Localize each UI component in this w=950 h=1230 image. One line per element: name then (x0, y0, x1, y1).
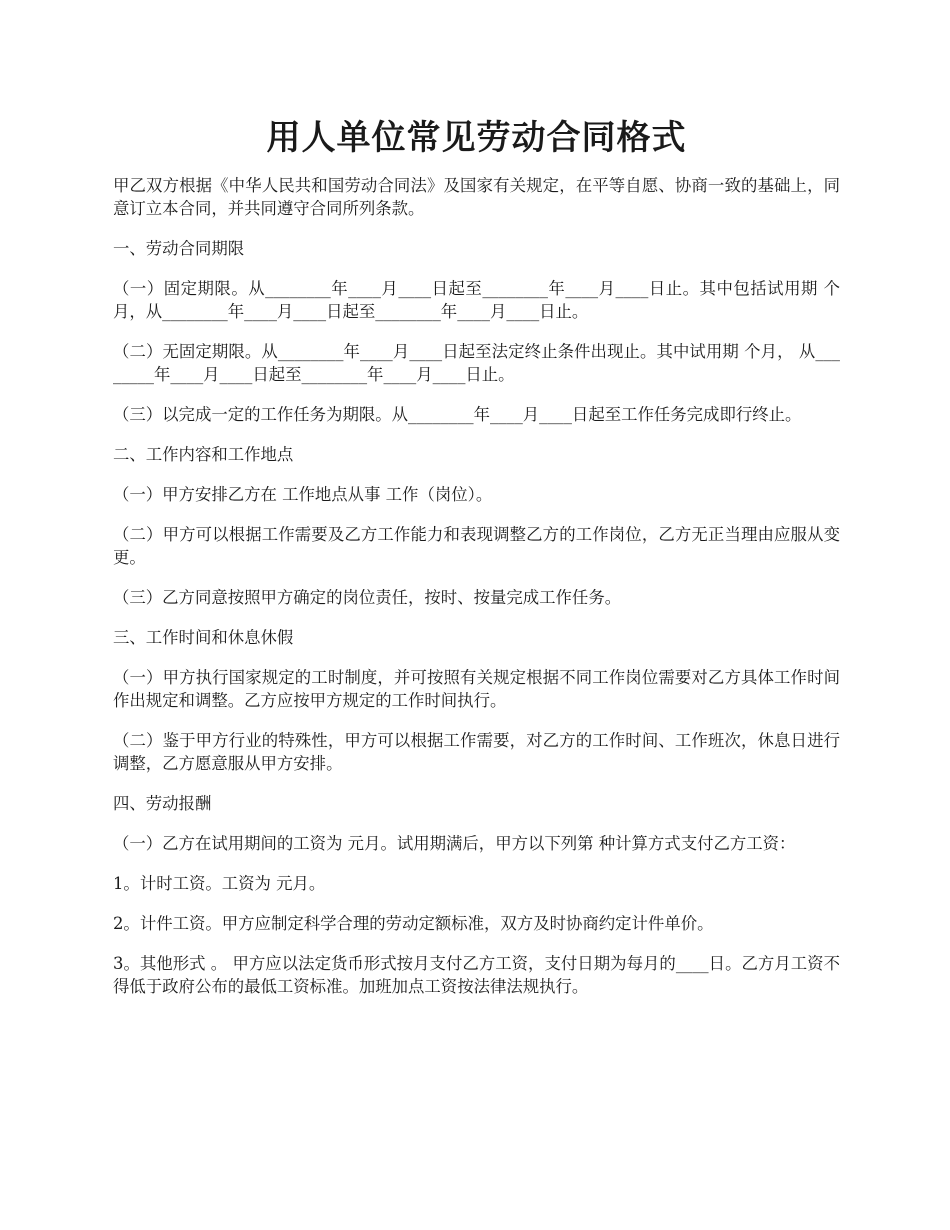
section-work-hours (113, 626, 840, 775)
clause-paragraph: （三）乙方同意按照甲方确定的岗位责任，按时、按量完成工作任务。 (113, 588, 622, 607)
clause-paragraph: （二）甲方可以根据工作需要及乙方工作能力和表现调整乙方的工作岗位，乙方无正当理由应服从变更。 (113, 525, 840, 567)
clause-paragraph: 2。计件工资。甲方应制定科学合理的劳动定额标准，双方及时协商约定计件单价。 (113, 914, 714, 933)
section-heading: 三、工作时间和休息休假 (113, 628, 294, 647)
section-remuneration (113, 792, 840, 998)
clause-paragraph: （一）固定期限。从________年____月____日起至________年____月____日止。其中包括试用期 个月，从________年____月____日起至________年____月____日止。 (113, 279, 840, 321)
section-heading: 二、工作内容和工作地点 (113, 445, 294, 464)
clause-paragraph: （三）以完成一定的工作任务为期限。从________年____月____日起至工作任务完成即行终止。 (113, 405, 802, 424)
clause-paragraph: （二）无固定期限。从________年____月____日起至法定终止条件出现止。其中试用期 个月， 从________年____月____日起至________年____月____日止。 (113, 342, 840, 384)
clause-paragraph: （一）甲方执行国家规定的工时制度，并可按照有关规定根据不同工作岗位需要对乙方具体工作时间作出规定和调整。乙方应按甲方规定的工作时间执行。 (113, 668, 840, 710)
clause-paragraph: （一）乙方在试用期间的工资为 元月。试用期满后，甲方以下列第 种计算方式支付乙方工资： (113, 834, 796, 853)
clause-paragraph: （二）鉴于甲方行业的特殊性，甲方可以根据工作需要，对乙方的工作时间、工作班次，休息日进行调整，乙方愿意服从甲方安排。 (113, 731, 840, 773)
section-work-content (113, 443, 840, 609)
section-heading: 一、劳动合同期限 (113, 239, 245, 258)
section-contract-term (113, 237, 840, 426)
clause-paragraph: （一）甲方安排乙方在 工作地点从事 工作（岗位）。 (113, 485, 493, 504)
intro-paragraph: 甲乙双方根据《中华人民共和国劳动合同法》及国家有关规定，在平等自愿、协商一致的基础上，同意订立本合同，并共同遵守合同所列条款。 (113, 176, 840, 218)
section-heading: 四、劳动报酬 (113, 794, 212, 813)
clause-paragraph: 1。计时工资。工资为 元月。 (113, 874, 326, 893)
document-title: 用人单位常见劳动合同格式 (266, 118, 687, 158)
clause-paragraph: 3。其他形式 。 甲方应以法定货币形式按月支付乙方工资，支付日期为每月的____日。乙方月工资不得低于政府公布的最低工资标准。加班加点工资按法律法规执行。 (113, 954, 840, 996)
document-page (113, 112, 840, 1015)
